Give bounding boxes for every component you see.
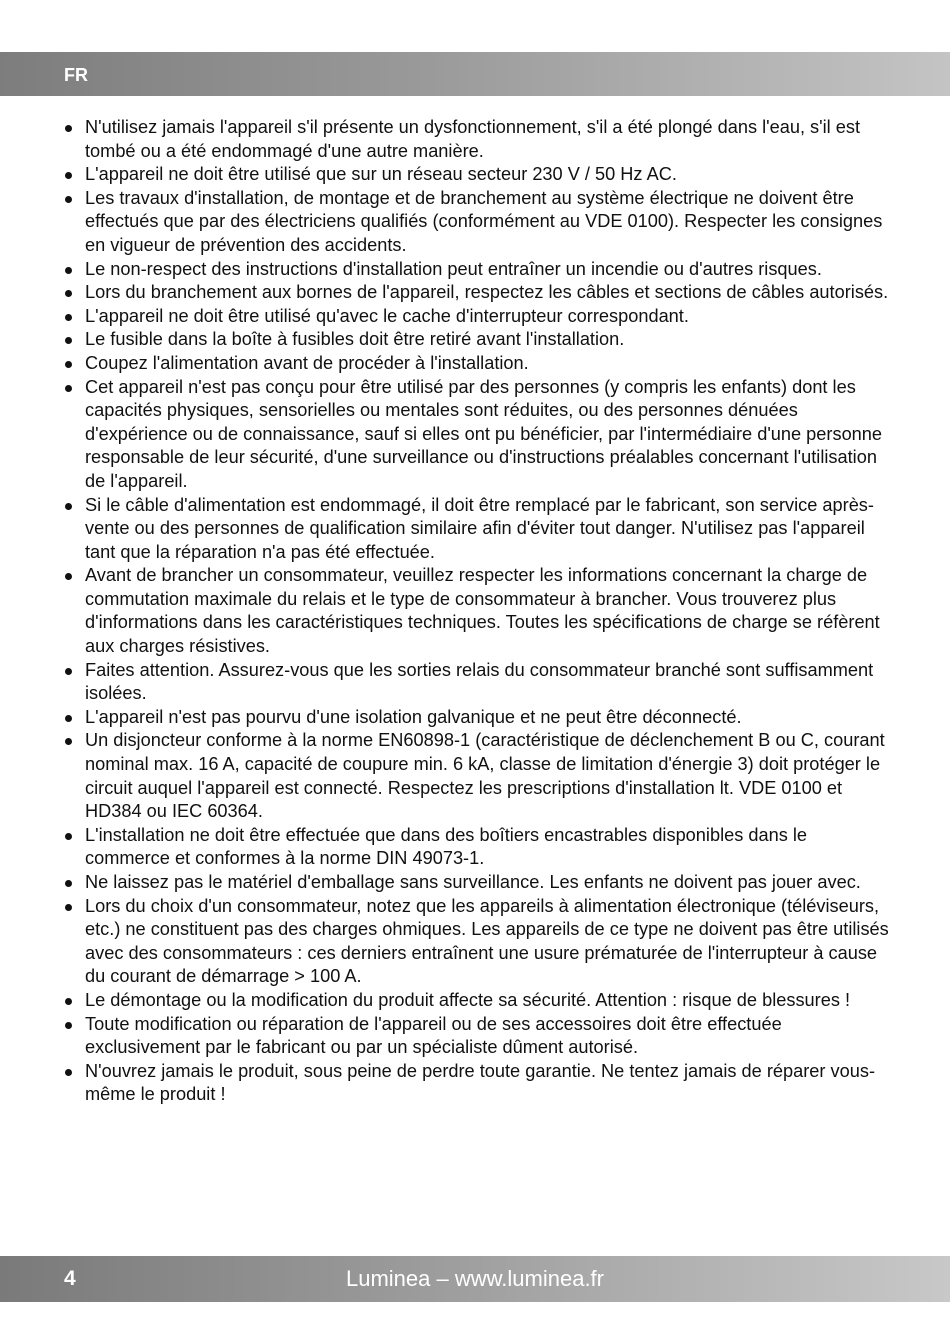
- list-item: [62, 989, 892, 1013]
- instruction-text: Faites attention. Assurez-vous que les sorties relais du consommateur branché sont suffisamment isolées.: [85, 659, 874, 704]
- instruction-text: L'appareil n'est pas pourvu d'une isolation galvanique et ne peut être déconnecté.: [85, 706, 742, 727]
- bullet-icon: [65, 738, 72, 745]
- bullet-icon: [65, 337, 72, 344]
- bullet-icon: [65, 172, 72, 179]
- list-item: [62, 328, 892, 352]
- list-item: [62, 1060, 892, 1107]
- list-item: [62, 1013, 892, 1060]
- list-item: [62, 871, 892, 895]
- instruction-text: N'utilisez jamais l'appareil s'il présente un dysfonctionnement, s'il a été plongé dans l'eau, s'il est tombé ou a été endommagé d'une autre manière.: [85, 117, 861, 161]
- bullet-icon: [65, 290, 72, 297]
- instruction-text: Les travaux d'installation, de montage et de branchement au système électrique ne doivent être effectués que par des électriciens qualifiés (conformément au VDE 0100). Respecter les consignes en vigueur de prévention des accidents.: [85, 187, 883, 255]
- list-item: [62, 824, 892, 871]
- list-item: [62, 564, 892, 658]
- page-number: 4: [64, 1267, 76, 1290]
- instruction-text: Avant de brancher un consommateur, veuillez respecter les informations concernant la charge de commutation maximale du relais et le type de consommateur à brancher. Vous trouverez plus d'informations dans les caractéristiques techniques. Toutes les spécifications de charge se réfèrent aux charges résistives.: [85, 565, 880, 657]
- instruction-text: Ne laissez pas le matériel d'emballage sans surveillance. Les enfants ne doivent pas jouer avec.: [85, 872, 861, 892]
- instruction-list: [62, 116, 892, 1107]
- instruction-text: L'appareil ne doit être utilisé qu'avec le cache d'interrupteur correspondant.: [85, 305, 689, 326]
- instruction-text: Le fusible dans la boîte à fusibles doit être retiré avant l'installation.: [85, 329, 625, 350]
- bullet-icon: [65, 125, 72, 132]
- list-item: [62, 116, 892, 163]
- bullet-icon: [65, 668, 72, 675]
- instruction-text: L'appareil ne doit être utilisé que sur un réseau secteur 230 V / 50 Hz AC.: [85, 164, 677, 185]
- bullet-icon: [65, 833, 72, 840]
- bullet-icon: [65, 503, 72, 510]
- bullet-icon: [65, 1022, 72, 1029]
- language-label: FR: [64, 65, 88, 85]
- header-bar: [0, 52, 950, 96]
- instruction-text: Lors du choix d'un consommateur, notez que les appareils à alimentation électronique (téléviseurs, etc.) ne constituent pas des charges ohmiques. Les appareils de ce type ne doivent pas être utilisés avec des consommateurs : ces derniers entraînent une usure prématurée de l'interrupteur à cause du courant de démarrage > 100 A.: [85, 895, 889, 987]
- bullet-icon: [65, 196, 72, 203]
- bullet-icon: [65, 385, 72, 392]
- instruction-text: Cet appareil n'est pas conçu pour être utilisé par des personnes (y compris les enfants) dont les capacités physiques, sensorielles ou mentales sont réduites, ou des personnes dénuées d'expérience ou de connaissance, sauf si elles ont pu bénéficier, par l'intermédiaire d'une personne responsable de leur sécurité, d'une surveillance ou d'instructions préalables concernant l'utilisation de l'appareil.: [85, 376, 883, 491]
- bullet-icon: [65, 904, 72, 911]
- instruction-text: L'installation ne doit être effectuée que dans des boîtiers encastrables disponibles dans le commerce et conformes à la norme DIN 49073-1.: [85, 824, 808, 869]
- footer-bar: [0, 1256, 950, 1302]
- instruction-text: Si le câble d'alimentation est endommagé, il doit être remplacé par le fabricant, son service après-vente ou des personnes de qualification similaire afin d'éviter tout danger. N'utilisez pas l'appareil tant que la réparation n'a pas été effectuée.: [85, 494, 874, 562]
- list-item: [62, 258, 892, 282]
- list-item: [62, 494, 892, 565]
- footer-brand-url: Luminea – www.luminea.fr: [345, 1266, 604, 1291]
- list-item: [62, 706, 892, 730]
- instruction-text: Coupez l'alimentation avant de procéder à l'installation.: [85, 352, 529, 373]
- list-item: [62, 352, 892, 376]
- bullet-icon: [65, 715, 72, 722]
- bullet-icon: [65, 267, 72, 274]
- bullet-icon: [65, 1069, 72, 1076]
- instruction-text: Le démontage ou la modification du produit affecte sa sécurité. Attention : risque de blessures !: [85, 989, 851, 1010]
- bullet-icon: [65, 998, 72, 1005]
- bullet-icon: [65, 361, 72, 368]
- bullet-icon: [65, 314, 72, 321]
- bullet-icon: [65, 880, 72, 887]
- instruction-text: N'ouvrez jamais le produit, sous peine de perdre toute garantie. Ne tentez jamais de réparer vous-même le produit !: [85, 1060, 876, 1105]
- list-item: [62, 895, 892, 989]
- instruction-text: Toute modification ou réparation de l'appareil ou de ses accessoires doit être effectuée exclusivement par le fabricant ou par un spécialiste dûment autorisé.: [85, 1013, 782, 1058]
- safety-instructions: [62, 116, 892, 1107]
- list-item: [62, 659, 892, 706]
- list-item: [62, 163, 892, 187]
- list-item: [62, 281, 892, 305]
- list-item: [62, 376, 892, 494]
- instruction-text: Lors du branchement aux bornes de l'appareil, respectez les câbles et sections de câbles autorisés.: [85, 282, 889, 303]
- list-item: [62, 729, 892, 823]
- instruction-text: Le non-respect des instructions d'installation peut entraîner un incendie ou d'autres risques.: [85, 258, 822, 279]
- list-item: [62, 187, 892, 258]
- instruction-text: Un disjoncteur conforme à la norme EN60898-1 (caractéristique de déclenchement B ou C, courant nominal max. 16 A, capacité de coupure min. 6 kA, classe de limitation d'énergie 3) doit protéger le circuit auquel l'appareil est connecté. Respectez les prescriptions d'installation lt. VDE 0100 et HD384 ou IEC 60364.: [85, 730, 885, 822]
- bullet-icon: [65, 573, 72, 580]
- list-item: [62, 305, 892, 329]
